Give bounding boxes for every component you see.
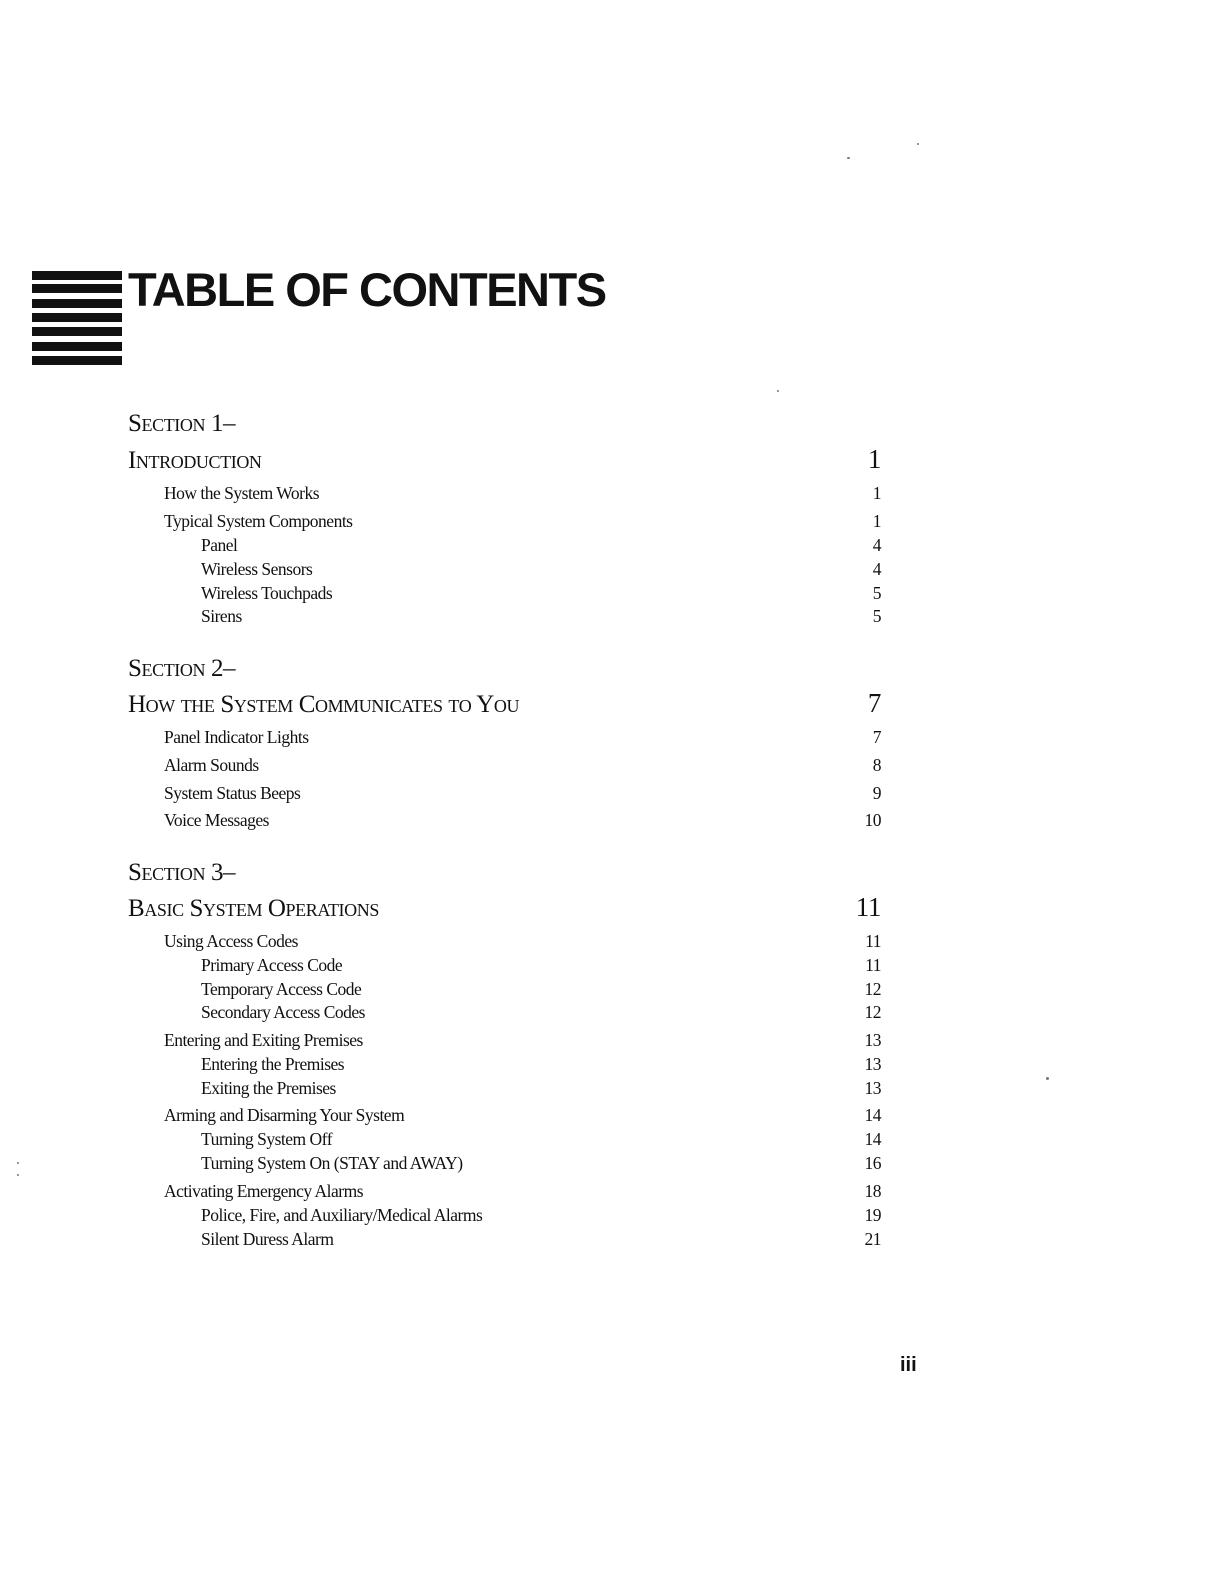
toc-entry[interactable]: [164, 483, 881, 505]
toc-subentry[interactable]: [201, 1129, 881, 1151]
toc-entry[interactable]: [164, 931, 881, 953]
toc-entry[interactable]: [164, 755, 881, 777]
toc-entry-title: System Status Beeps: [164, 783, 301, 803]
toc-subentry[interactable]: [201, 535, 881, 557]
toc-entry-title: Typical System Components: [164, 511, 353, 531]
toc-subentry[interactable]: [201, 559, 881, 581]
toc-entry-page: 9: [872, 783, 881, 803]
toc-entry-page: 1: [872, 483, 881, 503]
toc-subentry[interactable]: [201, 979, 881, 1001]
section-label: Section 1–: [128, 410, 236, 437]
toc-heading-entry[interactable]: [128, 892, 881, 922]
toc-entry-page: 13: [864, 1054, 881, 1074]
toc-entry-title: Wireless Touchpads: [201, 583, 333, 603]
toc-entry-page: 21: [864, 1229, 881, 1249]
toc-entry-page: 14: [864, 1105, 881, 1125]
toc-entry[interactable]: [164, 511, 881, 533]
toc-entry-page: 5: [872, 606, 881, 626]
toc-entry-title: Silent Duress Alarm: [201, 1229, 334, 1249]
toc-entry-title: Turning System On (STAY and AWAY): [201, 1153, 463, 1173]
toc-entry-page: 8: [872, 755, 881, 775]
toc-entry-title: Wireless Sensors: [201, 559, 313, 579]
section-label: Section 2–: [128, 655, 236, 682]
toc-entry-title: Introduction: [128, 447, 262, 474]
toc-entry-page: 12: [864, 979, 881, 999]
toc-entry-title: Primary Access Code: [201, 955, 343, 975]
page-number: iii: [900, 1354, 917, 1376]
toc-heading-entry[interactable]: [128, 688, 881, 718]
header-bar: [32, 342, 122, 351]
toc-entry-title: Panel: [201, 535, 238, 555]
header-bar: [32, 313, 122, 322]
toc-entry-page: 7: [867, 688, 881, 718]
toc-entry-title: Sirens: [201, 606, 242, 626]
toc-entry-title: Panel Indicator Lights: [164, 727, 309, 747]
toc-entry[interactable]: [164, 1181, 881, 1203]
toc-subentry[interactable]: [201, 606, 881, 628]
toc-subentry[interactable]: [201, 1054, 881, 1076]
toc-entry-title: Exiting the Premises: [201, 1078, 336, 1098]
toc-heading-entry[interactable]: [128, 444, 881, 474]
toc-entry-page: 4: [872, 559, 881, 579]
toc-entry-page: 1: [872, 511, 881, 531]
toc-entry[interactable]: [164, 1105, 881, 1127]
toc-subentry[interactable]: [201, 1229, 881, 1251]
toc-entry-title: Secondary Access Codes: [201, 1002, 365, 1022]
header-bar: [32, 356, 122, 365]
toc-subentry[interactable]: [201, 1002, 881, 1024]
toc-entry[interactable]: [164, 810, 881, 832]
toc-entry-title: Basic System Operations: [128, 895, 379, 922]
header-bar: [32, 327, 122, 336]
toc-entry-title: Police, Fire, and Auxiliary/Medical Alarms: [201, 1205, 483, 1225]
toc-subentry[interactable]: [201, 1153, 881, 1175]
toc-entry-title: How the System Works: [164, 483, 320, 503]
toc-subentry[interactable]: [201, 1078, 881, 1100]
toc-entry-page: 11: [865, 931, 881, 951]
toc-entry-page: 11: [855, 892, 881, 922]
toc-entry[interactable]: [164, 1030, 881, 1052]
toc-entry-page: 13: [864, 1030, 881, 1050]
toc-entry-page: 16: [864, 1153, 881, 1173]
toc-entry-title: Alarm Sounds: [164, 755, 259, 775]
toc-entry[interactable]: [164, 783, 881, 805]
toc-entry-title: Arming and Disarming Your System: [164, 1105, 405, 1125]
header-bar: [32, 299, 122, 308]
toc-entry[interactable]: [164, 727, 881, 749]
section-label: Section 3–: [128, 859, 236, 886]
toc-subentry[interactable]: [201, 1205, 881, 1227]
toc-entry-title: Voice Messages: [164, 810, 269, 830]
toc-entry-title: Using Access Codes: [164, 931, 298, 951]
toc-entry-page: 19: [864, 1205, 881, 1225]
toc-entry-title: Entering the Premises: [201, 1054, 345, 1074]
toc-entry-title: Entering and Exiting Premises: [164, 1030, 363, 1050]
toc-entry-page: 12: [864, 1002, 881, 1022]
page-title: TABLE OF CONTENTS: [128, 263, 606, 316]
toc-entry-title: Activating Emergency Alarms: [164, 1181, 364, 1201]
toc-subentry[interactable]: [201, 583, 881, 605]
toc-entry-page: 10: [864, 810, 881, 830]
toc-entry-title: Turning System Off: [201, 1129, 333, 1149]
toc-entry-page: 4: [872, 535, 881, 555]
toc-entry-title: Temporary Access Code: [201, 979, 362, 999]
header-bar: [32, 271, 122, 280]
toc-entry-page: 18: [864, 1181, 881, 1201]
header-bar: [32, 284, 122, 293]
toc-entry-page: 1: [867, 444, 881, 474]
toc-entry-page: 5: [872, 583, 881, 603]
toc-entry-page: 13: [864, 1078, 881, 1098]
toc-entry-page: 14: [864, 1129, 881, 1149]
toc-subentry[interactable]: [201, 955, 881, 977]
toc-entry-page: 7: [872, 727, 881, 747]
toc-entry-page: 11: [865, 955, 881, 975]
toc-entry-title: How the System Communicates to You: [128, 691, 520, 718]
